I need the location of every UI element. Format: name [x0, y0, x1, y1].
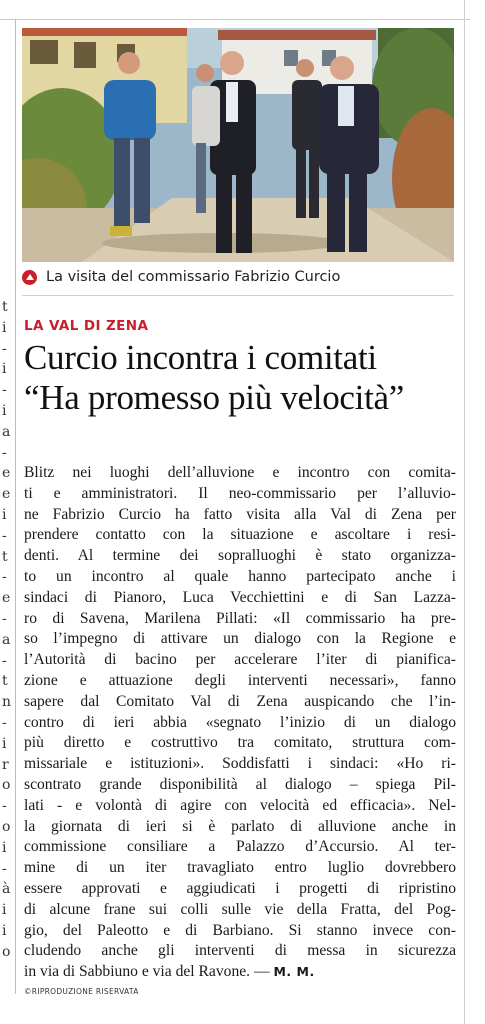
body-line: in via di Sabbiuno e via del Ravone. — M. M. [24, 963, 315, 981]
headline-line: “Ha promesso più velocità” [24, 378, 404, 417]
edge-letter: a [2, 423, 11, 440]
edge-letter: t [2, 548, 8, 565]
top-rule [0, 19, 470, 20]
body-line: ro di Savena, Marilena Pillati: «Il commissario ha pre- [24, 609, 456, 627]
edge-letter: n [2, 694, 12, 711]
edge-letter: - [2, 340, 7, 357]
edge-letter: i [2, 403, 7, 419]
body-line: mine di un iter travagliato entro luglio dovrebbero [24, 859, 456, 877]
edge-letter: - [2, 715, 7, 731]
edge-letter: i [2, 735, 7, 752]
edge-letter: t [2, 299, 8, 315]
edge-letter: i [2, 319, 7, 336]
edge-letter: t [2, 673, 8, 690]
photo-caption [22, 266, 454, 288]
body-line: sindaci di Pianoro, Luca Vecchiettini e di San Lazza- [24, 588, 456, 606]
edge-letter: - [2, 569, 7, 586]
edge-letter: e [2, 590, 11, 607]
body-line: to un incontro al quale hanno partecipato anche i [24, 567, 456, 585]
body-line: missariale e istituzioni». Soddisfatti i sindaci: «Ho ri- [24, 755, 456, 773]
body-line: di alcune frane sui colli sulle vie della Fratta, del Pog- [24, 900, 456, 918]
article-headline [24, 338, 464, 418]
edge-letter: - [2, 527, 7, 544]
author-signature: M. M. [273, 964, 315, 980]
column-divider [15, 19, 16, 994]
body-line: denti. Al termine dei sopralluoghi è stato organizza- [24, 547, 456, 565]
body-line: ne Fabrizio Curcio ha fatto visita alla Val di Zena per [24, 505, 456, 523]
edge-letter: o [2, 777, 11, 794]
edge-letter: à [2, 881, 11, 898]
body-line: prendere contatto con la situazione e ascoltare i resi- [24, 526, 456, 544]
edge-letter: - [2, 611, 7, 627]
edge-letter: o [2, 943, 11, 960]
section-kicker: LA VAL DI ZENA [24, 318, 149, 334]
edge-letter: e [2, 465, 11, 482]
body-line: più diretto e costruttivo tra comitato, struttura com- [24, 734, 456, 752]
edge-letter: i [2, 902, 7, 919]
body-line: l’Autorità di bacino per accelerare l’iter di pianifica- [24, 651, 456, 669]
body-line: cludendo anche gli interventi di messa in sicurezza [24, 942, 456, 960]
arrow-up-circle-icon [22, 270, 37, 285]
edge-letter: - [2, 652, 7, 669]
body-line: scontrato grande disponibilità al dialogo – spiega Pil- [24, 775, 456, 793]
article-body [24, 463, 456, 983]
page-edge-divider [464, 0, 465, 1024]
body-line: contro di ieri abbia «segnato l’inizio di un dialogo [24, 713, 456, 731]
edge-letter: i [2, 923, 7, 939]
copyright-notice: ©RIPRODUZIONE RISERVATA [24, 987, 139, 996]
edge-letter: e [2, 486, 11, 503]
body-line: lati - e volontà di agire con velocità ed efficacia». Nel- [24, 796, 456, 814]
body-line: gio, del Paleotto e di Barbiano. Si stanno invece con- [24, 921, 456, 939]
headline-line: Curcio incontra i comitati [24, 338, 377, 377]
edge-letter: - [2, 444, 7, 461]
edge-letter: o [2, 819, 11, 835]
body-line: la giornata di ieri si è parlato di alluvione anche in [24, 817, 456, 835]
edge-letter: - [2, 860, 7, 877]
body-line: Blitz nei luoghi dell’alluvione e incontro con comita- [24, 464, 456, 481]
article-photo [22, 28, 454, 262]
caption-text: La visita del commissario Fabrizio Curcio [46, 269, 341, 285]
caption-divider [22, 295, 454, 296]
body-line: so l’impegno di attivare un dialogo con la Regione e [24, 630, 456, 648]
edge-letter: i [2, 507, 7, 523]
body-line: sapere dal Comitato Val di Zena auspicando che l’in- [24, 692, 456, 710]
body-line: zione e attuazione degli interventi necessari», fanno [24, 671, 456, 689]
edge-letter: a [2, 631, 11, 648]
edge-letter: i [2, 839, 7, 856]
edge-letter: r [2, 756, 9, 773]
edge-letter: i [2, 361, 7, 378]
body-line: commissione consiliare a Palazzo d’Accursio. Al ter- [24, 838, 456, 856]
edge-letter: - [2, 798, 7, 815]
body-line: essere approvati e aggiudicati i progetti di ripristino [24, 879, 456, 897]
body-line: ti e amministratori. Il neo-commissario per l’alluvio- [24, 484, 456, 502]
edge-letter: - [2, 382, 7, 399]
